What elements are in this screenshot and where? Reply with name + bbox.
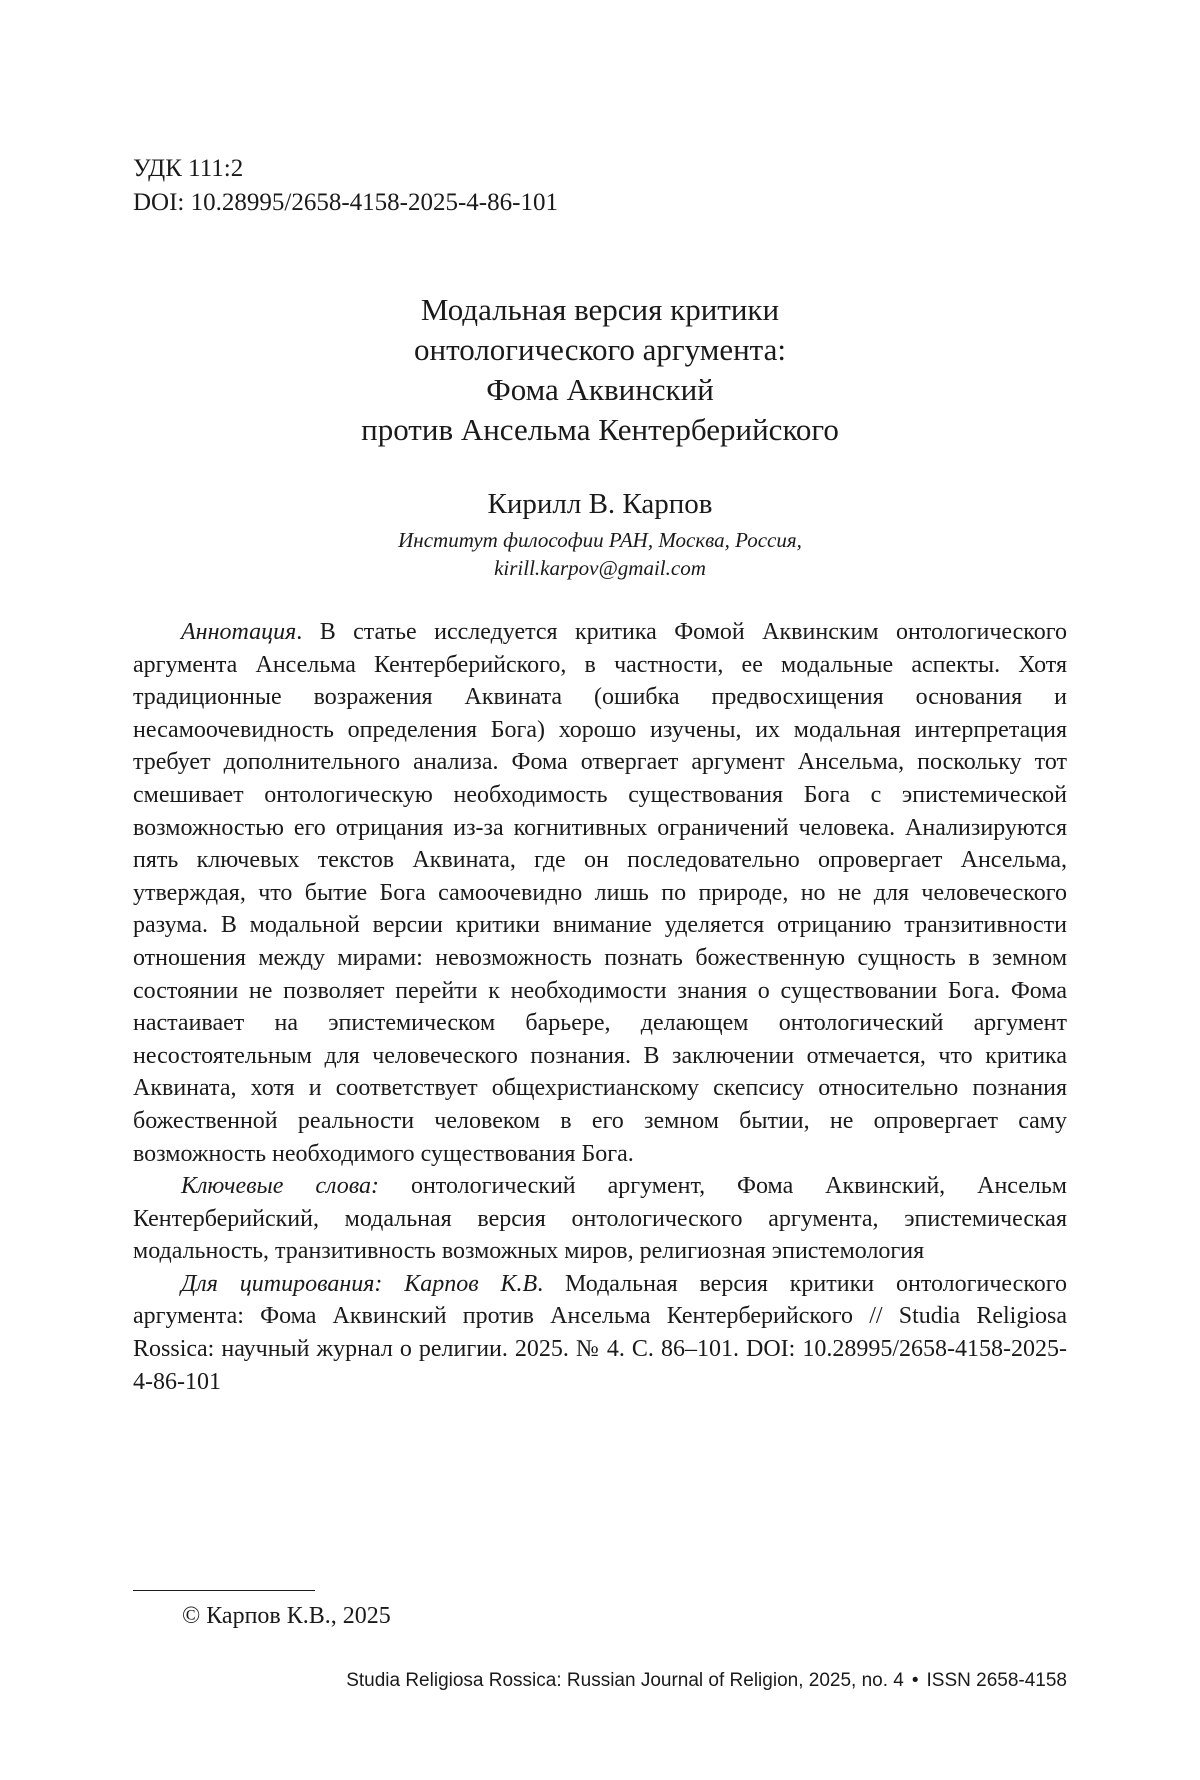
title-line: Фома Аквинский bbox=[486, 372, 714, 407]
abstract-block bbox=[133, 616, 1067, 1398]
author-name: Кирилл В. Карпов bbox=[487, 488, 713, 520]
footer-journal: Studia Religiosa Rossica: Russian Journal of Religion, 2025, no. 4 bbox=[346, 1670, 904, 1691]
udk-code: УДК 111:2 bbox=[133, 155, 244, 182]
abstract-paragraph bbox=[133, 616, 1067, 1170]
author-email: kirill.karpov@gmail.com bbox=[494, 556, 706, 580]
copyright-notice: © Карпов К.В., 2025 bbox=[182, 1603, 391, 1629]
keywords-label: Ключевые слова: bbox=[181, 1173, 380, 1200]
citation-label: Для цитирования: Карпов К.В bbox=[181, 1270, 538, 1297]
title-line: онтологического аргумента: bbox=[414, 332, 786, 367]
affiliation-text: Институт философии РАН, Москва, Россия, bbox=[398, 528, 802, 552]
keywords-paragraph bbox=[133, 1170, 1067, 1268]
article-title bbox=[133, 290, 1067, 450]
title-line: против Ансельма Кентерберийского bbox=[361, 412, 839, 447]
article-metadata bbox=[133, 152, 558, 220]
footnote-divider bbox=[133, 1590, 315, 1591]
author-affiliation bbox=[133, 526, 1067, 582]
citation-paragraph bbox=[133, 1268, 1067, 1398]
citation-text: . Модальная версия критики онтологического аргумента: Фома Аквинский против Ансельма Кентерберийского // Studia Religiosa Rossica: научный журнал о религии. 2025. № 4. С. 86–101. DOI: 10.28995/2658-4158-2025-4-86-101 bbox=[133, 1270, 1068, 1395]
keywords-text: онтологический аргумент, Фома Аквинский, Ансельм Кентерберийский, модальная версия онтологического аргумента, эпистемическая модальность, транзитивность возможных миров, религиозная эпистемология bbox=[133, 1173, 1067, 1265]
title-line: Модальная версия критики bbox=[420, 292, 780, 327]
footer-issn: ISSN 2658-4158 bbox=[926, 1670, 1067, 1691]
footer-separator: • bbox=[911, 1670, 919, 1691]
doi-line: DOI: 10.28995/2658-4158-2025-4-86-101 bbox=[133, 189, 558, 216]
page-footer bbox=[346, 1668, 1067, 1694]
abstract-text: . В статье исследуется критика Фомой Аквинским онтологического аргумента Ансельма Кентерберийского, в частности, ее модальные аспекты. Хотя традиционные возражения Аквината (ошибка предвосхищения основания и несамоочевидность определения Бога) хорошо изучены, их модальная интерпретация требует дополнительного анализа. Фома отвергает аргумент Ансельма, поскольку тот смешивает онтологическую необходимость существования Бога с эпистемической возможностью его отрицания из-за когнитивных ограничений человека. Анализируются пять ключевых текстов Аквината, где он последовательно опровергает Ансельма, утверждая, что бытие Бога самоочевидно лишь по природе, но не для человеческого разума. В модальной версии критики внимание уделяется отрицанию транзитивности отношения между мирами: невозможность познать божественную сущность в земном состоянии не позволяет перейти к необходимости знания о существовании Бога. Фома настаивает на эпистемическом барьере, делающем онтологический аргумент несостоятельным для человеческого познания. В заключении отмечается, что критика Аквината, хотя и соответствует общехристианскому скепсису относительно познания божественной реальности человеком в его земном бытии, не опровергает саму возможность необходимого существования Бога. bbox=[133, 619, 1067, 1167]
abstract-label: Аннотация bbox=[181, 619, 297, 645]
